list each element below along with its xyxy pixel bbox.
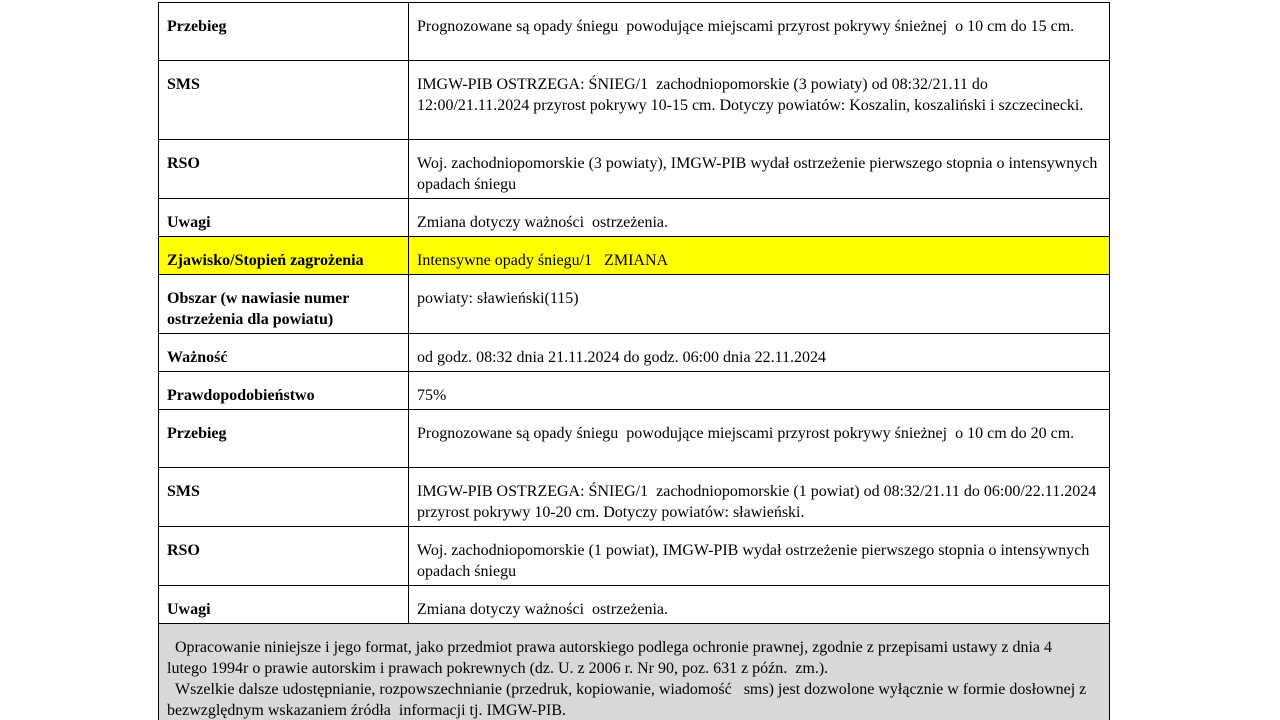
row-label: SMS [159, 61, 409, 140]
copyright-notice: Opracowanie niniejsze i jego format, jako przedmiot prawa autorskiego podlega ochronie prawnej, zgodnie z przepisami ustawy z dnia 4 lutego 1994r o prawie autorskim i prawach pokrewnych (dz. U. z 2006 r. Nr 90, poz. 631 z późn. zm.). [167, 639, 1057, 677]
row-label: Prawdopodobieństwo [159, 372, 409, 410]
row-value: Woj. zachodniopomorskie (3 powiaty), IMGW-PIB wydał ostrzeżenie pierwszego stopnia o intensywnych opadach śniegu [409, 140, 1110, 199]
row-value: od godz. 08:32 dnia 21.11.2024 do godz. 06:00 dnia 22.11.2024 [409, 334, 1110, 372]
table-row [159, 468, 1110, 527]
copyright-footer-row [159, 624, 1110, 720]
table-row [159, 61, 1110, 140]
row-value: Prognozowane są opady śniegu powodujące miejscami przyrost pokrywy śnieżnej o 10 cm do 15 cm. [409, 3, 1110, 61]
row-label: Obszar (w nawiasie numer ostrzeżenia dla powiatu) [159, 275, 409, 334]
table-row [159, 199, 1110, 237]
row-value: IMGW-PIB OSTRZEGA: ŚNIEG/1 zachodniopomorskie (1 powiat) od 08:32/21.11 do 06:00/22.11.2024 przyrost pokrywy 10-20 cm. Dotyczy powiatów: sławieński. [409, 468, 1110, 527]
row-label: SMS [159, 468, 409, 527]
row-label: Przebieg [159, 3, 409, 61]
row-value: Prognozowane są opady śniegu powodujące miejscami przyrost pokrywy śnieżnej o 10 cm do 20 cm. [409, 410, 1110, 468]
table-row [159, 410, 1110, 468]
row-value: 75% [409, 372, 1110, 410]
row-label: Ważność [159, 334, 409, 372]
table-row [159, 527, 1110, 586]
row-value: IMGW-PIB OSTRZEGA: ŚNIEG/1 zachodniopomorskie (3 powiaty) od 08:32/21.11 do 12:00/21.11.2024 przyrost pokrywy 10-15 cm. Dotyczy powiatów: Koszalin, koszaliński i szczecinecki. [409, 61, 1110, 140]
copyright-footer [159, 624, 1110, 720]
row-value: Intensywne opady śniegu/1 ZMIANA [409, 237, 1110, 275]
table-row [159, 140, 1110, 199]
row-label: RSO [159, 527, 409, 586]
table-row-highlighted [159, 237, 1110, 275]
row-value: Woj. zachodniopomorskie (1 powiat), IMGW-PIB wydał ostrzeżenie pierwszego stopnia o intensywnych opadach śniegu [409, 527, 1110, 586]
table-row [159, 586, 1110, 624]
row-value: Zmiana dotyczy ważności ostrzeżenia. [409, 199, 1110, 237]
row-label: Uwagi [159, 586, 409, 624]
table-row [159, 372, 1110, 410]
row-label: Przebieg [159, 410, 409, 468]
row-label: Zjawisko/Stopień zagrożenia [159, 237, 409, 275]
row-value: powiaty: sławieński(115) [409, 275, 1110, 334]
distribution-notice: Wszelkie dalsze udostępnianie, rozpowszechnianie (przedruk, kopiowanie, wiadomość sms) jest dozwolone wyłącznie w formie dosłownej z bezwzględnym wskazaniem źródła informacji tj. IMGW-PIB. [167, 681, 1091, 719]
row-label: RSO [159, 140, 409, 199]
table-row [159, 3, 1110, 61]
table-row [159, 275, 1110, 334]
warning-table [158, 2, 1110, 720]
row-label: Uwagi [159, 199, 409, 237]
row-value: Zmiana dotyczy ważności ostrzeżenia. [409, 586, 1110, 624]
table-row [159, 334, 1110, 372]
